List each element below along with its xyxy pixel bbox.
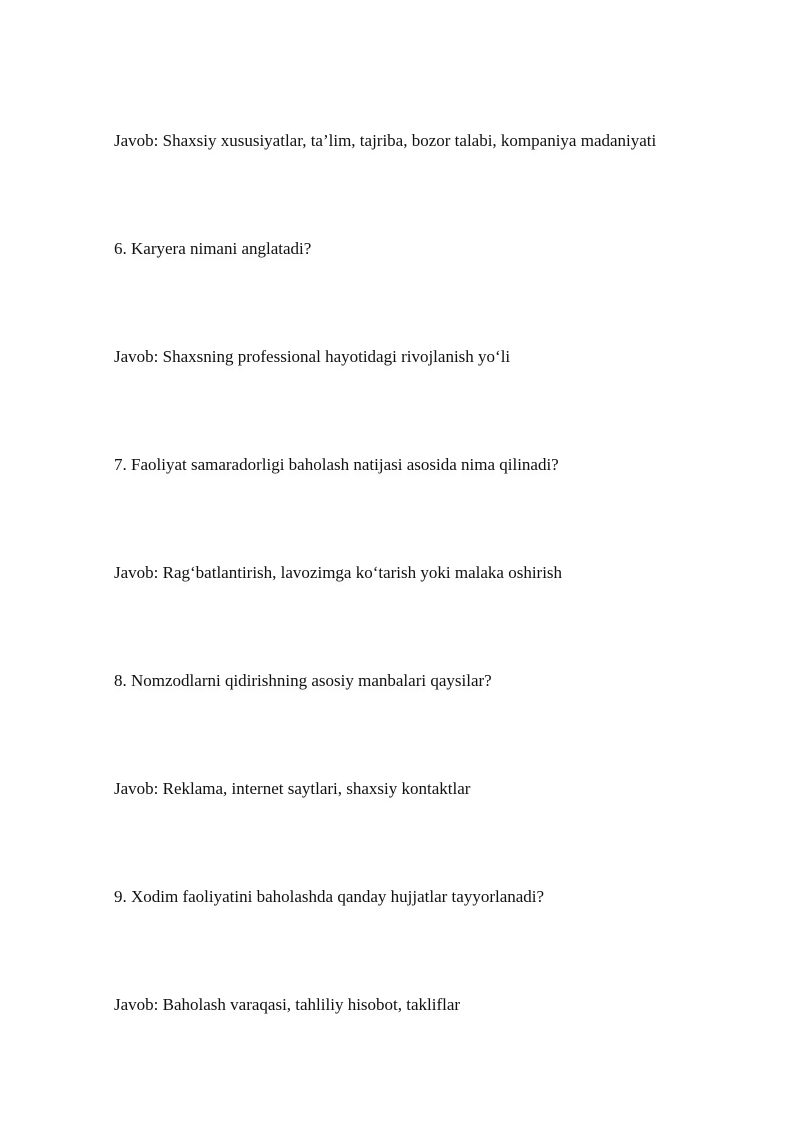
answer-line-6: Javob: Shaxsning professional hayotidagi rivojlanish yo‘li	[114, 347, 511, 366]
question-line-8: 8. Nomzodlarni qidirishning asosiy manbalari qaysilar?	[114, 671, 492, 690]
answer-line-7: Javob: Rag‘batlantirish, lavozimga ko‘tarish yoki malaka oshirish	[114, 563, 563, 582]
question-line-9: 9. Xodim faoliyatini baholashda qanday hujjatlar tayyorlanadi?	[114, 887, 545, 906]
question-line-6: 6. Karyera nimani anglatadi?	[114, 239, 312, 258]
answer-line-8: Javob: Reklama, internet saytlari, shaxsiy kontaktlar	[114, 779, 471, 798]
question-line-7: 7. Faoliyat samaradorligi baholash natijasi asosida nima qilinadi?	[114, 455, 559, 474]
answer-line-5: Javob: Shaxsiy xususiyatlar, ta’lim, tajriba, bozor talabi, kompaniya madaniyati	[114, 131, 657, 150]
answer-line-9: Javob: Baholash varaqasi, tahliliy hisobot, takliflar	[114, 995, 461, 1014]
